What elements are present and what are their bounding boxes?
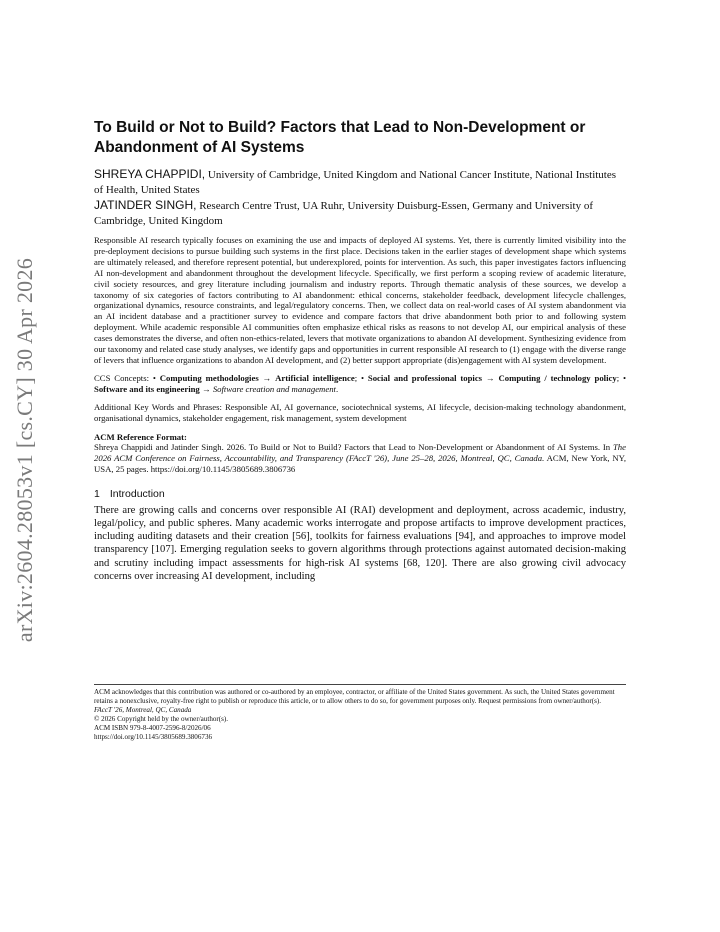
arxiv-identifier: arXiv:2604.28053v1 [cs.CY] 30 Apr 2026	[12, 257, 37, 643]
isbn-line: ACM ISBN 979-8-4007-2596-8/2026/06	[94, 724, 211, 733]
author-affiliation: University of Cambridge, United Kingdom and National Cancer Institute, National Institutes of Health, United States	[94, 169, 617, 196]
author-affiliation: Research Centre Trust, UA Ruhr, University Duisburg-Essen, Germany and University of Cambridge, United Kingdom	[94, 200, 593, 227]
keywords: Additional Key Words and Phrases: Responsible AI, AI governance, sociotechnical systems, AI lifecycle, decision-making technology abandonment, organisational dynamics, stakeholder engagement, risk management, system development	[94, 401, 626, 423]
paper-first-page	[94, 118, 626, 583]
ccs-prefix: CCS Concepts: •	[94, 372, 160, 383]
ccs-separator: ; •	[354, 372, 368, 383]
ccs-concept: Computing methodologies	[159, 372, 259, 383]
reference-format	[94, 442, 626, 475]
ccs-concept: Software creation and management	[212, 383, 336, 394]
permission-notice: ACM acknowledges that this contribution was authored or co-authored by an employee, contractor, or affiliate of the United States government. As such, the United States government retains a nonexclusive, royalty-free right to publish or reproduce this article, or to allow others to do so, for government purposes only. Request permissions from owner/author(s).	[94, 688, 615, 706]
reference-text: Shreya Chappidi and Jatinder Singh. 2026. To Build or Not to Build? Factors that Lead to Non-Development or Abandonment of AI Systems. In	[94, 442, 613, 453]
abstract: Responsible AI research typically focuses on examining the use and impacts of deployed AI systems. Yet, there is currently limited visibility into the pre-deployment decisions to pursue building such systems in the first place. Decisions taken in the earlier stages of development shape which systems are ultimately released, and therefore represent potential, but underexplored, points for intervention. As such, this paper investigates factors influencing AI non-development and abandonment throughout the development lifecycle. Specifically, we first perform a scoping review of academic literature, civil society resources, and grey literature including journalism and industry reports. Through thematic analysis of these sources, we develop a taxonomy of six categories of factors contributing to AI abandonment: ethical concerns, stakeholder feedback, development lifecycle challenges, organizational dynamics, resource constraints, and legal/regulatory concerns. Then, we collect data on real-world cases of AI system abandonment via an AI incident database and a practitioner survey to evidence and compare factors that drive abandonment both prior to and following system deployment. While academic responsible AI communities often emphasize ethical risks as reasons to not develop AI, our empirical analysis of these cases demonstrates the diverse, and often non-ethics-related, levers that motivate organizations to abandon AI development. Synthesizing evidence from our taxonomy and related case study analyses, we identify gaps and opportunities in current responsible AI research to (1) engage with the diverse range of levers that influence organizations to abandon AI development, and (2) better support appropriate (dis)engagement with AI system development.	[94, 235, 626, 365]
ccs-arrow: →	[482, 372, 499, 383]
ccs-concepts	[94, 373, 626, 395]
ccs-concept: Social and professional topics	[367, 372, 483, 383]
intro-paragraph: There are growing calls and concerns over responsible AI (RAI) development and deployment, across academic, industry, legal/policy, and public spheres. Many academic works interrogate and propose artifacts to improve development practices, including auditing datasets and their creation [56], toolkits for fairness evaluations [94], and approaches to improve model transparency [107]. Emerging regulation seeks to govern algorithms through protections against automated decision-making and scrutiny including impact assessments for high-risk AI systems [68, 120]. There are also growing civil advocacy concerns over increasing AI development, including	[94, 505, 626, 582]
author-name: SHREYA CHAPPIDI,	[94, 167, 206, 181]
ccs-concept: Artificial intelligence	[275, 372, 355, 383]
author-2	[94, 198, 626, 229]
section-title: Introduction	[109, 488, 165, 501]
ccs-concept: Software and its engineering	[94, 383, 200, 394]
reference-heading: ACM Reference Format:	[94, 431, 187, 442]
paper-title: To Build or Not to Build? Factors that Lead to Non-Development or Abandonment of AI Systems	[94, 119, 586, 156]
copyright-line: © 2026 Copyright held by the owner/author(s).	[94, 715, 229, 724]
arxiv-sidebar-stamp	[0, 250, 50, 650]
ccs-arrow: →	[199, 383, 213, 394]
reference-venue: The 2026 ACM Conference on Fairness, Accountability, and Transparency (FAccT '26), June 25–28, 2026, Montreal, QC, Canada.	[94, 442, 626, 464]
conference-venue: FAccT '26, Montreal, QC, Canada	[94, 706, 192, 715]
reference-text: ACM, New York, NY, USA, 25 pages. https://doi.org/10.1145/3805689.3806736	[94, 453, 626, 475]
author-name: JATINDER SINGH,	[94, 198, 197, 212]
doi-line: https://doi.org/10.1145/3805689.3806736	[94, 733, 213, 742]
ccs-separator: ; •	[616, 372, 626, 383]
section-heading	[94, 488, 626, 500]
section-number: 1	[94, 488, 100, 501]
ccs-concept: Computing / technology policy	[498, 372, 617, 383]
ccs-arrow: →	[258, 372, 276, 383]
author-1	[94, 167, 626, 198]
ccs-end: .	[335, 383, 339, 394]
footnote	[94, 684, 626, 743]
